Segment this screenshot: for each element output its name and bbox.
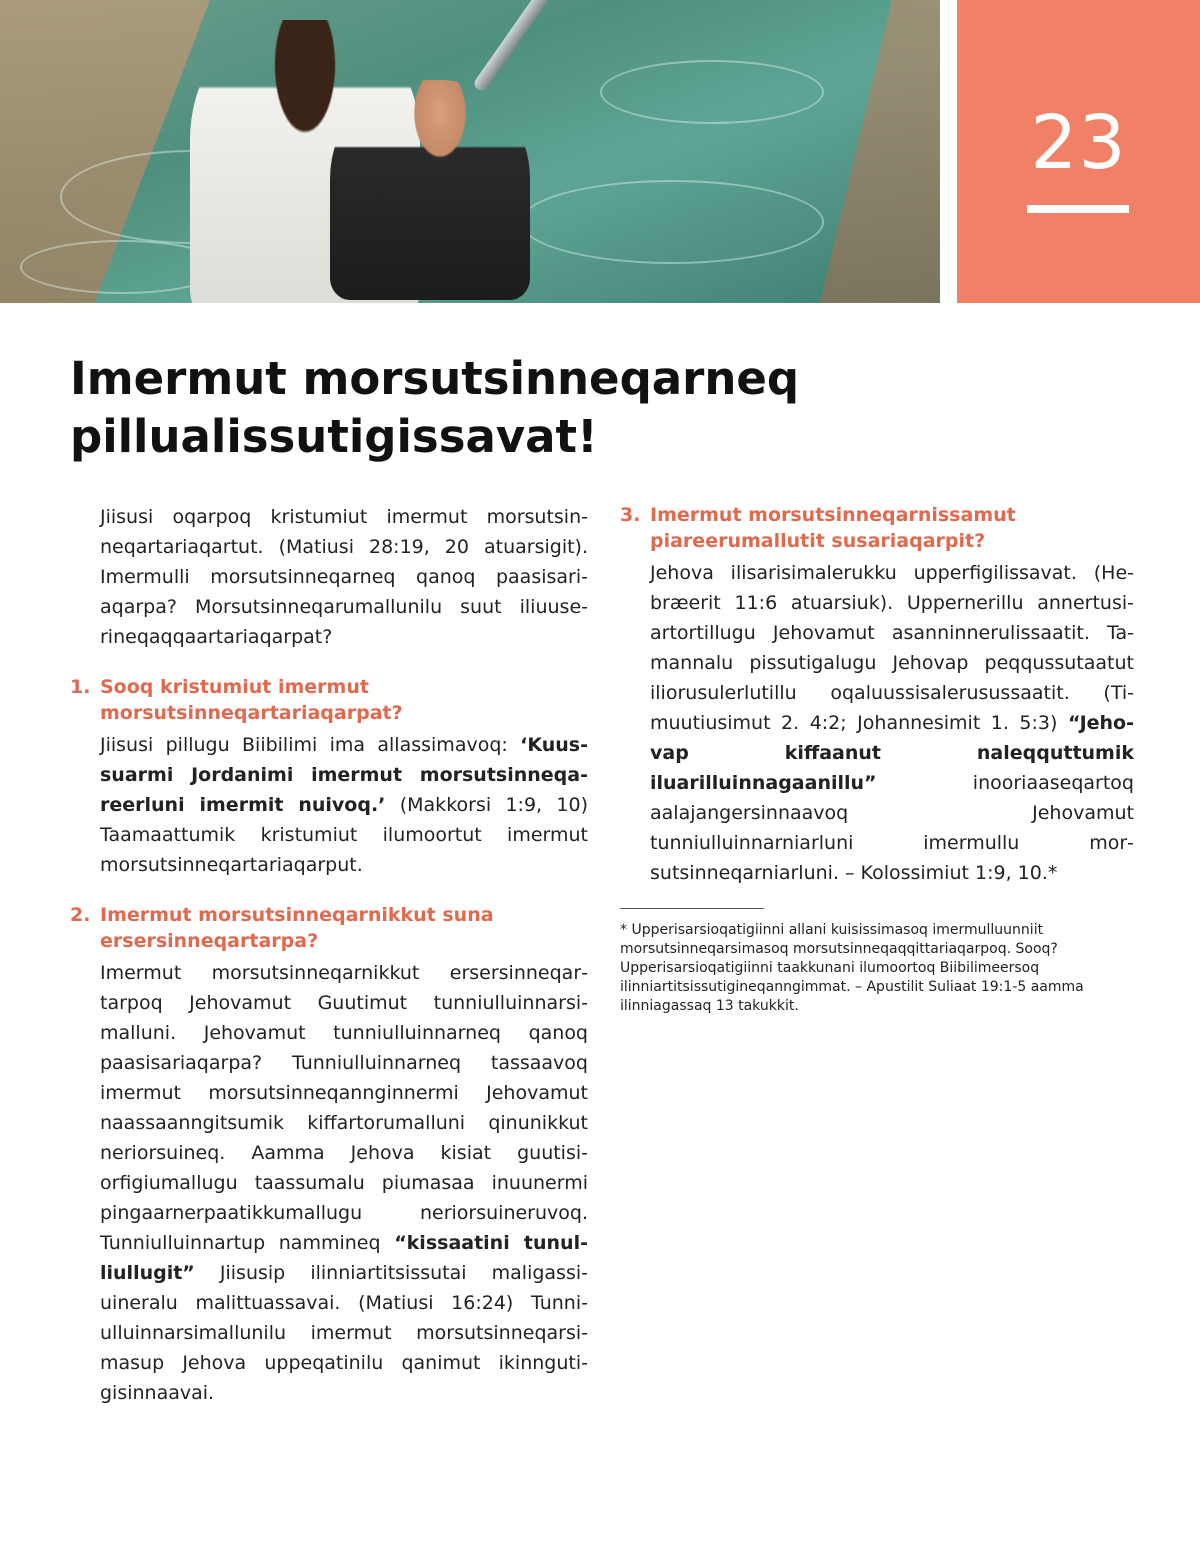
scripture-quote: “Jehovap kiffaanut naleqquttumik iluarilluinnagaanillu” [650, 712, 1134, 794]
intro-paragraph: Jiisusi oqarpoq kristumiut imermut morsutsinneqartariaqartut. (Matiusi 28:19, 20 atuarsigit). Imermulli morsutsinneqarneq qanoq paasisariaqarpa? Morsutsinneqarumallunilu suut iliuuserineqaqqaartariaqarpat? [100, 506, 588, 648]
question-heading-3 [620, 502, 1134, 554]
page-title [70, 350, 890, 466]
water-ripple [520, 180, 824, 264]
answer-paragraph-1 [70, 730, 588, 880]
question-heading-1 [70, 674, 588, 726]
chapter-underline [1027, 205, 1129, 213]
answer-text: inooriaaseqartoq aalajangersinnaavoq Jehovamut tunniulluinnarniarluni imermullu morsutsinneqarniarluni. – Kolossimiut 1:9, 10.* [650, 772, 1134, 884]
pool-edge-right [820, 0, 940, 303]
water-ripple [600, 60, 824, 124]
hero-photo [0, 0, 940, 303]
question-heading-2 [70, 902, 588, 954]
answer-text: (Makkorsi 1:9, 10) Taamaattumik kristumiut ilumoortut imermut morsutsinneqartariaqarput. [100, 794, 588, 876]
question-number: 1. [70, 676, 91, 698]
title-line-1: Imermut morsutsinneqarneq [70, 352, 800, 405]
answer-text: Jehova ilisarisimalerukku upperfigilissavat. (Hebræerit 11:6 atuarsiuk). Uppernerillu annertusiartortillugu Jehovamut asanninnerulissaatit. Tamannalu pissutigalugu Jehovap peqqussutaatut iliorusulerlutillu oqaluussisalerusussaatit. (Timuutiusimut 2. 4:2; Johannesimit 1. 5:3) [650, 562, 1134, 734]
answer-paragraph-2 [70, 958, 588, 1408]
title-line-2: pillualissutigissavat! [70, 410, 598, 463]
answer-text: Jiisusip ilinniartitsissutai maligassiuineralu malittuassavai. (Matiusi 16:24) Tunniulluinnarsimallunilu imermut morsutsinneqarsimasup Jehova uppeqatinilu qanimut ikinngutigisinnaavai. [100, 1262, 588, 1404]
scripture-quote: “kissaatini tunulliullugit” [100, 1232, 588, 1284]
scripture-quote: ‘Kuussuarmi Jordanimi imermut morsutsinneqareerluni imermit nuivoq.’ [100, 734, 588, 816]
pool-handrail [472, 0, 552, 93]
footnote-divider [620, 908, 764, 909]
answer-text: Jiisusi pillugu Biibilimi ima allassimavoq: [100, 734, 521, 756]
footnote: * Upperisarsioqatigiinni allani kuisissimasoq imermulluunniit morsutsinneqarsimasoq morsutsinneqaqqittariaqarpoq. Sooq? Upperisarsioqatigiinni taakkunani ilumoortoq Biibilimeersoq ilinniartitsissutigineqanngimmat. – Apustilit Suliaat 19:1-5 aamma ilinniagassaq 13 takukkit. [620, 922, 1084, 1014]
answer-text: Imermut morsutsinneqarnikkut ersersinneqartarpoq Jehovamut Guutimut tunniulluinnarsimalluni. Jehovamut tunniulluinnarneq qanoq paasisariaqarpa? Tunniulluinnarneq tassaavoq imermut morsutsinneqannginnermi Jehovamut naassaanngitsumik kiffartorumalluni qinunikkut neriorsuineq. Aamma Jehova kisiat guutisiorfigiumallugu taassumalu piumasaa inuunermi pingaarnerpaatikkumallugu neriorsuineruvoq. Tunniulluinnartup nammineq [100, 962, 588, 1254]
chapter-number: 23 [1030, 100, 1127, 186]
question-text: Imermut morsutsinneqarnikkut suna ersersinneqartarpa? [100, 904, 494, 952]
chapter-badge [957, 0, 1200, 303]
question-number: 3. [620, 504, 641, 526]
left-column [70, 502, 588, 1408]
baptized-person-figure [330, 80, 530, 300]
question-text: Sooq kristumiut imermut morsutsinneqartariaqarpat? [100, 676, 403, 724]
answer-paragraph-3 [620, 558, 1134, 888]
question-text: Imermut morsutsinneqarnissamut piareerumallutit susariaqarpit? [650, 504, 1016, 552]
right-column [620, 502, 1134, 1016]
question-number: 2. [70, 904, 91, 926]
